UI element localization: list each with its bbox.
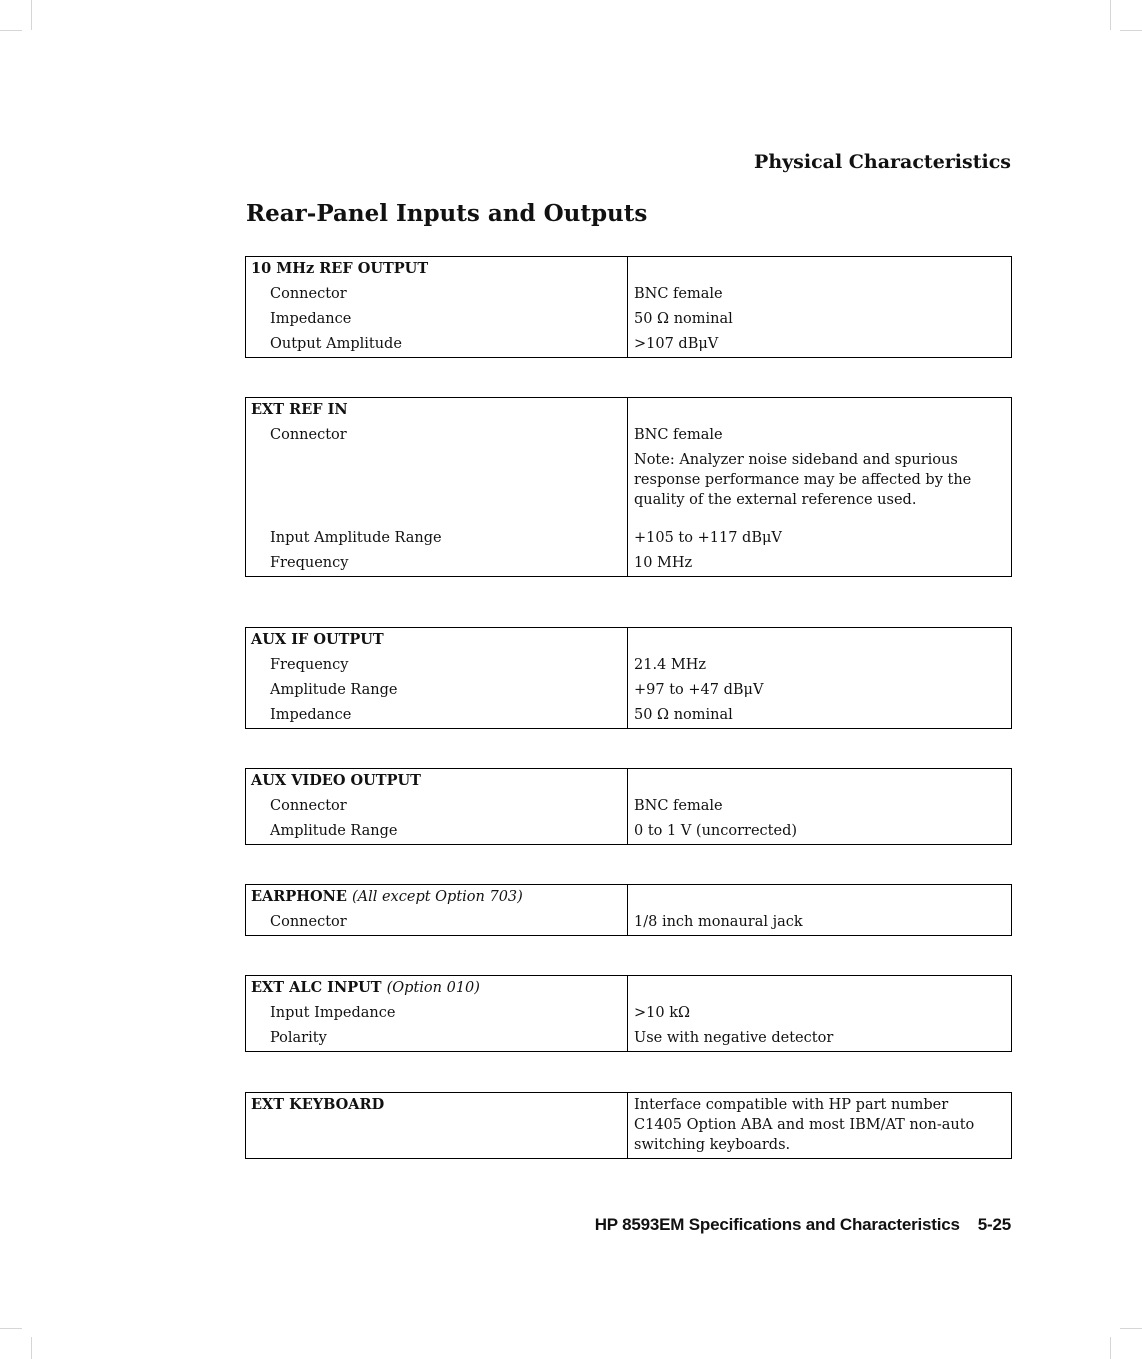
param-value: 21.4 MHz bbox=[634, 657, 707, 673]
param-cell bbox=[246, 448, 628, 526]
param-label: Impedance bbox=[270, 707, 352, 723]
table-title-cell bbox=[246, 769, 628, 795]
param-cell bbox=[246, 423, 628, 448]
table-row bbox=[246, 307, 1012, 332]
param-value: 10 MHz bbox=[634, 555, 693, 571]
table-title: EXT KEYBOARD bbox=[251, 1096, 385, 1113]
spec-table-earphone bbox=[245, 884, 1012, 936]
table-header-row bbox=[246, 257, 1012, 283]
empty-cell bbox=[628, 769, 1012, 795]
table-header-row bbox=[246, 628, 1012, 654]
empty-cell bbox=[628, 628, 1012, 654]
param-value: BNC female bbox=[634, 427, 723, 443]
value-cell bbox=[628, 307, 1012, 332]
param-label: Connector bbox=[270, 427, 347, 443]
page-footer bbox=[595, 1215, 1011, 1235]
empty-cell bbox=[628, 976, 1012, 1002]
param-value: >107 dBμV bbox=[634, 336, 719, 352]
value-cell bbox=[628, 794, 1012, 819]
param-label: Input Amplitude Range bbox=[270, 530, 442, 546]
table-title-cell bbox=[246, 1093, 628, 1159]
table-row bbox=[246, 332, 1012, 358]
value-cell bbox=[628, 1026, 1012, 1052]
param-value: Use with negative detector bbox=[634, 1030, 834, 1046]
spec-table-ext-keyboard bbox=[245, 1092, 1012, 1159]
table-header-row bbox=[246, 976, 1012, 1002]
table-title: EXT ALC INPUT bbox=[251, 979, 382, 996]
param-value: 0 to 1 V (uncorrected) bbox=[634, 823, 798, 839]
param-cell bbox=[246, 703, 628, 729]
param-label: Output Amplitude bbox=[270, 336, 402, 352]
param-value: Interface compatible with HP part number C1405 Option ABA and most IBM/AT non-auto switching keyboards. bbox=[634, 1097, 975, 1153]
crop-mark bbox=[1110, 1337, 1111, 1359]
param-cell bbox=[246, 307, 628, 332]
param-cell bbox=[246, 282, 628, 307]
table-title: 10 MHz REF OUTPUT bbox=[251, 260, 429, 277]
crop-mark bbox=[1120, 30, 1142, 31]
value-cell bbox=[628, 819, 1012, 845]
spec-table-10mhz-ref-output bbox=[245, 256, 1012, 358]
table-row bbox=[246, 653, 1012, 678]
value-cell bbox=[628, 282, 1012, 307]
value-cell bbox=[628, 423, 1012, 448]
section-heading: Physical Characteristics bbox=[754, 151, 1011, 173]
param-label: Frequency bbox=[270, 657, 349, 673]
table-row bbox=[246, 551, 1012, 577]
table-qualifier: (All except Option 703) bbox=[351, 889, 523, 905]
table-title: EARPHONE bbox=[251, 888, 347, 905]
param-cell bbox=[246, 551, 628, 577]
table-row bbox=[246, 423, 1012, 448]
crop-mark bbox=[0, 1328, 22, 1329]
param-label: Connector bbox=[270, 286, 347, 302]
param-cell bbox=[246, 332, 628, 358]
table-header-row bbox=[246, 1093, 1012, 1159]
table-row bbox=[246, 703, 1012, 729]
table-row bbox=[246, 282, 1012, 307]
table-row bbox=[246, 910, 1012, 936]
crop-mark bbox=[1110, 0, 1111, 30]
table-row bbox=[246, 794, 1012, 819]
param-value: 50 Ω nominal bbox=[634, 311, 733, 327]
table-title-cell bbox=[246, 976, 628, 1002]
page-title: Rear-Panel Inputs and Outputs bbox=[246, 200, 648, 227]
param-label: Connector bbox=[270, 798, 347, 814]
table-title: AUX IF OUTPUT bbox=[251, 631, 384, 648]
param-cell bbox=[246, 653, 628, 678]
param-cell bbox=[246, 794, 628, 819]
empty-cell bbox=[628, 885, 1012, 911]
spec-table-ext-alc-input bbox=[245, 975, 1012, 1052]
value-cell bbox=[628, 703, 1012, 729]
spec-table-aux-if-output bbox=[245, 627, 1012, 729]
param-value: BNC female bbox=[634, 286, 723, 302]
table-title: EXT REF IN bbox=[251, 401, 348, 418]
param-label: Input Impedance bbox=[270, 1005, 396, 1021]
table-header-row bbox=[246, 398, 1012, 424]
param-value: 50 Ω nominal bbox=[634, 707, 733, 723]
table-row bbox=[246, 526, 1012, 551]
param-cell bbox=[246, 1026, 628, 1052]
crop-mark bbox=[31, 1337, 32, 1359]
param-value: +105 to +117 dBμV bbox=[634, 530, 782, 546]
param-label: Amplitude Range bbox=[270, 823, 398, 839]
value-cell bbox=[628, 332, 1012, 358]
table-row bbox=[246, 678, 1012, 703]
empty-cell bbox=[628, 257, 1012, 283]
table-title-cell bbox=[246, 257, 628, 283]
footer-text: HP 8593EM Specifications and Characteristics bbox=[594, 1215, 960, 1234]
param-label: Polarity bbox=[270, 1030, 327, 1046]
param-label: Amplitude Range bbox=[270, 682, 398, 698]
crop-mark bbox=[0, 30, 22, 31]
value-cell bbox=[628, 1093, 1012, 1159]
param-cell bbox=[246, 1001, 628, 1026]
value-cell bbox=[628, 526, 1012, 551]
table-row bbox=[246, 1026, 1012, 1052]
table-header-row bbox=[246, 885, 1012, 911]
table-title-cell bbox=[246, 398, 628, 424]
value-cell bbox=[628, 551, 1012, 577]
param-label bbox=[246, 448, 627, 466]
param-label: Connector bbox=[270, 914, 347, 930]
param-value: >10 kΩ bbox=[634, 1005, 691, 1021]
param-label: Impedance bbox=[270, 311, 352, 327]
value-cell bbox=[628, 448, 1012, 526]
table-title-cell bbox=[246, 885, 628, 911]
spec-table-ext-ref-in bbox=[245, 397, 1012, 577]
value-cell bbox=[628, 910, 1012, 936]
note-text: Note: Analyzer noise sideband and spurious response performance may be affected by the quality of the external reference used. bbox=[634, 452, 972, 508]
value-cell bbox=[628, 678, 1012, 703]
table-row bbox=[246, 448, 1012, 526]
crop-mark bbox=[31, 0, 32, 30]
crop-mark bbox=[1120, 1328, 1142, 1329]
empty-cell bbox=[628, 398, 1012, 424]
spec-table-aux-video-output bbox=[245, 768, 1012, 845]
param-value: 1/8 inch monaural jack bbox=[634, 914, 803, 930]
param-value: +97 to +47 dBμV bbox=[634, 682, 764, 698]
value-cell bbox=[628, 1001, 1012, 1026]
param-cell bbox=[246, 819, 628, 845]
table-header-row bbox=[246, 769, 1012, 795]
table-qualifier: (Option 010) bbox=[386, 980, 480, 996]
table-title-cell bbox=[246, 628, 628, 654]
param-cell bbox=[246, 910, 628, 936]
param-value: BNC female bbox=[634, 798, 723, 814]
table-title: AUX VIDEO OUTPUT bbox=[251, 772, 421, 789]
param-cell bbox=[246, 526, 628, 551]
table-row bbox=[246, 819, 1012, 845]
value-cell bbox=[628, 653, 1012, 678]
page-number: 5-25 bbox=[977, 1215, 1011, 1234]
param-label: Frequency bbox=[270, 555, 349, 571]
param-cell bbox=[246, 678, 628, 703]
table-row bbox=[246, 1001, 1012, 1026]
